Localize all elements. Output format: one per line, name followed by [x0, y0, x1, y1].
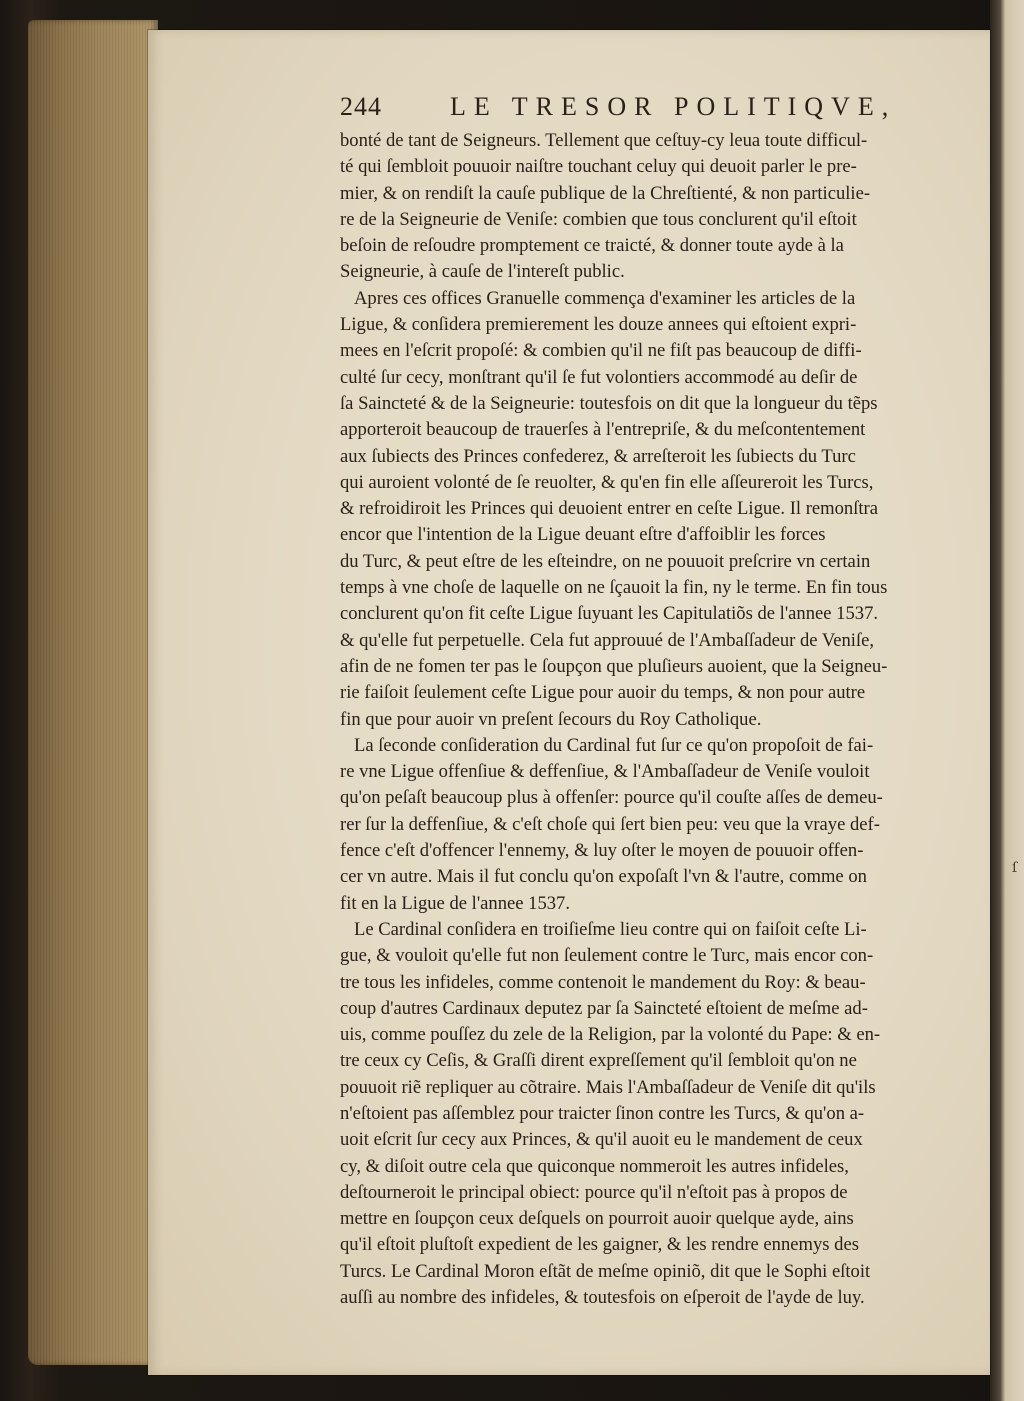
text-line: fit en la Ligue de l'annee 1537.: [340, 892, 571, 914]
text-line: du Turc, & peut eſtre de les eſteindre, on ne pouuoit preſcrire vn certain: [340, 550, 871, 572]
text-line: bonté de tant de Seigneurs. Tellement que ceſtuy-cy leua toute difficul-: [340, 130, 868, 151]
text-line: rer ſur la deffenſiue, & c'eſt choſe qui ſert bien peu: veu que la vraye def-: [340, 813, 880, 835]
text-line: culté ſur cecy, monſtrant qu'il ſe fut volontiers accommodé au deſir de: [340, 366, 858, 388]
text-line: qu'il eſtoit pluſtoſt expedient de les gaigner, & les rendre ennemys des: [340, 1234, 859, 1256]
text-line: Apres ces offices Granuelle commença d'examiner les articles de la: [354, 287, 856, 309]
facing-page-edge: [990, 0, 1024, 1401]
text-line: aux ſubiects des Princes confederez, & arreſteroit les ſubiects du Turc: [340, 445, 856, 467]
text-line: rie faiſoit ſeulement ceſte Ligue pour auoir du temps, & non pour autre: [340, 682, 866, 704]
text-line: tre tous les infideles, comme contenoit le mandement du Roy: & beau-: [340, 971, 866, 993]
text-line: ſa Saincteté & de la Seigneurie: toutesfois on dit que la longueur du tẽps: [340, 392, 878, 414]
text-line: apporteroit beaucoup de trauerſes à l'entrepriſe, & du meſcontentement: [340, 419, 866, 441]
text-line: uoit eſcrit ſur cecy aux Princes, & qu'il auoit eu le mandement de ceux: [340, 1129, 863, 1151]
text-line: encor que l'intention de la Ligue deuant eſtre d'affoiblir les forces: [340, 524, 826, 546]
text-line: mettre en ſoupçon ceux deſquels on pourroit auoir quelque ayde, ains: [340, 1208, 854, 1230]
text-line: Seigneurie, à cauſe de l'intereſt public.: [340, 261, 625, 283]
text-line: pouuoit riẽ repliquer au cõtraire. Mais l'Ambaſſadeur de Veniſe dit qu'ils: [340, 1076, 876, 1098]
text-line: coup d'autres Cardinaux deputez par ſa Saincteté eſtoient de meſme ad-: [340, 997, 868, 1019]
text-line: mier, & on rendiſt la cauſe publique de la Chreſtienté, & non particulie-: [340, 182, 871, 204]
text-line: fin que pour auoir vn preſent ſecours du Roy Catholique.: [340, 708, 762, 730]
text-line: re de la Seigneurie de Veniſe: combien que tous conclurent qu'il eſtoit: [340, 208, 857, 230]
text-line: & qu'elle fut perpetuelle. Cela fut approuué de l'Ambaſſadeur de Veniſe,: [340, 629, 875, 651]
text-line: conclurent qu'on fit ceſte Ligue ſuyuant les Capitulatiõs de l'annee 1537.: [340, 603, 879, 625]
running-title: LE TRESOR POLITIQVE,: [450, 92, 897, 121]
text-line: qu'on peſaſt beaucoup plus à offenſer: pource qu'il couſte aſſes de demeu-: [340, 787, 883, 809]
text-line: Ligue, & conſidera premierement les douze annees qui eſtoient expri-: [340, 314, 857, 336]
text-line: afin de ne fomen ter pas le ſoupçon que pluſieurs auoient, que la Seigneu-: [340, 655, 888, 677]
text-line: auſſi au nombre des infideles, & toutesfois on eſperoit de l'ayde de luy.: [340, 1287, 865, 1309]
facing-page-mark: ſ: [1012, 860, 1018, 876]
text-line: n'eſtoient pas aſſemblez pour traicter ſinon contre les Turcs, & qu'on a-: [340, 1102, 865, 1124]
text-line: temps à vne choſe de laquelle on ne ſçauoit la fin, ny le terme. En fin tous: [340, 577, 888, 599]
text-line: cer vn autre. Mais il fut conclu qu'on expoſaſt l'vn & l'autre, comme on: [340, 866, 867, 888]
text-line: & refroidiroit les Princes qui deuoient entrer en ceſte Ligue. Il remonſtra: [340, 498, 878, 520]
text-line: fence c'eſt d'offencer l'ennemy, & luy oſter le moyen de pouuoir offen-: [340, 840, 864, 862]
page-number: 244: [340, 92, 382, 121]
text-line: qui auroient volonté de ſe reuolter, & qu'en fin elle aſſeureroit les Turcs,: [340, 471, 874, 493]
text-line: beſoin de reſoudre promptement ce traicté, & donner toute ayde à la: [340, 235, 844, 257]
text-line: mees en l'eſcrit propoſé: & combien qu'il ne fiſt pas beaucoup de diffi-: [340, 340, 862, 362]
book-fore-edge: [28, 20, 158, 1365]
text-line: uis, comme pouſſez du zele de la Religion, par la volonté du Pape: & en-: [340, 1024, 881, 1046]
text-line: La ſeconde conſideration du Cardinal fut ſur ce qu'on propoſoit de fai-: [354, 734, 874, 756]
body-text: [340, 128, 960, 1311]
text-line: té qui ſembloit pouuoir naiſtre touchant celuy qui deuoit parler le pre-: [340, 156, 857, 178]
text-line: deſtourneroit le principal obiect: pource qu'il n'eſtoit pas à propos de: [340, 1181, 848, 1203]
text-line: gue, & vouloit qu'elle fut non ſeulement contre le Turc, mais encor con-: [340, 945, 874, 967]
text-line: cy, & diſoit outre cela que quiconque nommeroit les autres infideles,: [340, 1155, 849, 1177]
text-line: tre ceux cy Ceſis, & Graſſi dirent expreſſement qu'il ſembloit qu'on ne: [340, 1050, 857, 1072]
page-header: [340, 92, 920, 128]
text-line: Le Cardinal conſidera en troiſieſme lieu contre qui on faiſoit ceſte Li-: [354, 918, 867, 940]
text-line: re vne Ligue offenſiue & deffenſiue, & l'Ambaſſadeur de Veniſe vouloit: [340, 761, 870, 783]
text-line: Turcs. Le Cardinal Moron eſtãt de meſme opiniõ, dit que le Sophi eſtoit: [340, 1260, 871, 1282]
